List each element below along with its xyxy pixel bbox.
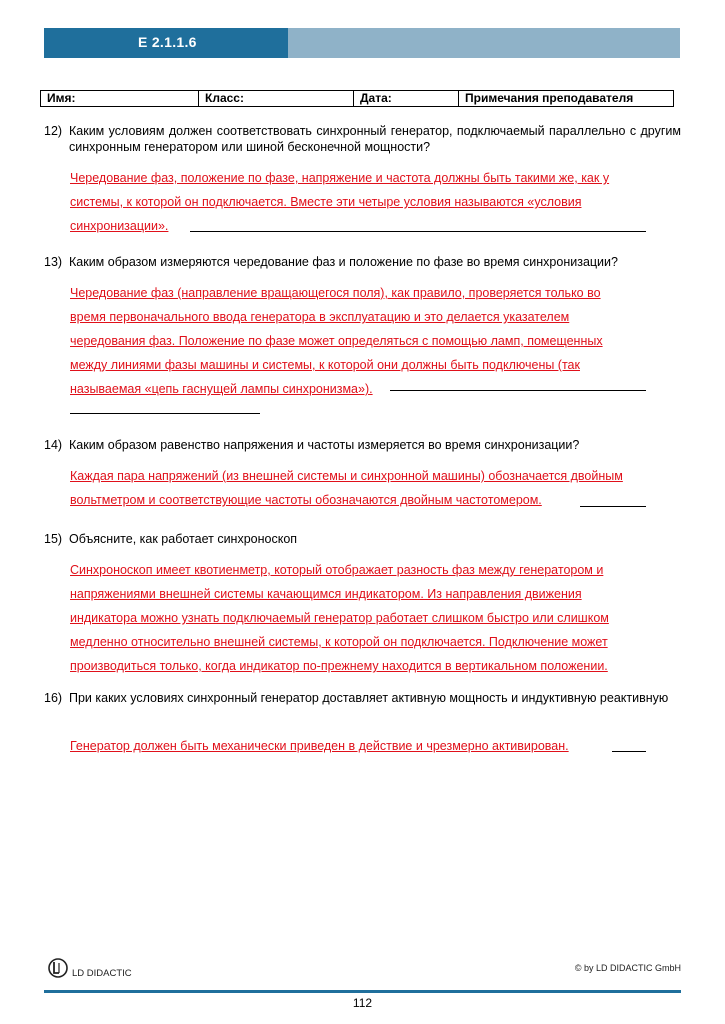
answer-line: Чередование фаз, положение по фазе, напряжение и частота должны быть такими же, как у xyxy=(70,171,610,185)
question-12 xyxy=(44,123,681,155)
question-13 xyxy=(44,254,681,270)
answer-line: время первоначального ввода генератора в эксплуатацию и это делается указателем xyxy=(70,310,570,324)
answer-line: медленно относительно внешней системы, к которой он подключается. Подключение может xyxy=(70,635,608,649)
answer-line: производиться только, когда индикатор по-прежнему находится в вертикальном положении. xyxy=(70,659,608,673)
logo-text: LD DIDACTIC xyxy=(72,968,132,979)
teacher-notes-cell: Примечания преподавателя xyxy=(459,91,674,107)
answer-line: индикатора можно узнать подключаемый генератор работает слишком быстро или слишком xyxy=(70,611,609,625)
question-number: 13) xyxy=(44,255,63,269)
answer-blank-line xyxy=(580,506,646,507)
answer-line: называемая «цепь гаснущей лампы синхронизма»). xyxy=(70,382,373,396)
answer-15 xyxy=(70,558,681,678)
question-number: 16) xyxy=(44,691,63,705)
question-text: При каких условиях синхронный генератор доставляет активную мощность и индуктивную реактивную xyxy=(69,691,669,705)
answer-12 xyxy=(70,166,681,238)
class-cell: Класс: xyxy=(199,91,354,107)
answer-line: Генератор должен быть механически приведен в действие и чрезмерно активирован. xyxy=(70,739,569,753)
answer-line: чередования фаз. Положение по фазе может определяться с помощью ламп, помещенных xyxy=(70,334,603,348)
answer-13 xyxy=(70,281,681,401)
document-code: E 2.1.1.6 xyxy=(138,34,197,50)
answer-blank-line xyxy=(612,751,646,752)
student-info-table xyxy=(40,90,674,107)
answer-line: Каждая пара напряжений (из внешней системы и синхронной машины) обозначается двойным xyxy=(70,469,623,483)
answer-blank-line xyxy=(70,413,260,414)
question-number: 14) xyxy=(44,438,63,452)
copyright-text: © by LD DIDACTIC GmbH xyxy=(574,963,681,973)
answer-16 xyxy=(70,734,681,758)
page-number: 112 xyxy=(352,996,373,1010)
question-text: Каким условиям должен соответствовать синхронный генератор, подключаемый параллельно с другим синхронным генератором или шиной бесконечной мощности? xyxy=(69,124,681,154)
name-cell: Имя: xyxy=(41,91,199,107)
question-text: Каким образом равенство напряжения и частоты измеряется во время синхронизации? xyxy=(69,438,580,452)
question-14 xyxy=(44,437,681,453)
question-16 xyxy=(44,690,681,706)
date-cell: Дата: xyxy=(354,91,459,107)
question-number: 15) xyxy=(44,532,63,546)
header-bar-light xyxy=(288,28,680,58)
question-15 xyxy=(44,531,681,547)
answer-line: Синхроноскоп имеет квотиенметр, который отображает разность фаз между генератором и xyxy=(70,563,604,577)
answer-line: напряжениями внешней системы качающимся индикатором. Из направления движения xyxy=(70,587,582,601)
answer-blank-line xyxy=(390,390,646,391)
answer-line: системы, к которой он подключается. Вместе эти четыре условия называются «условия xyxy=(70,195,582,209)
question-text: Объясните, как работает синхроноскоп xyxy=(69,532,298,546)
question-number: 12) xyxy=(44,124,63,138)
footer-bar xyxy=(44,990,681,993)
answer-blank-line xyxy=(190,231,646,232)
answer-line: вольтметром и соответствующие частоты обозначаются двойным частотомером. xyxy=(70,493,542,507)
answer-14 xyxy=(70,464,681,512)
answer-line: Чередование фаз (направление вращающегося поля), как правило, проверяется только во xyxy=(70,286,601,300)
answer-line: синхронизации». xyxy=(70,219,169,233)
answer-line: между линиями фазы машины и системы, к которой они должны быть подключены (так xyxy=(70,358,580,372)
question-text: Каким образом измеряются чередование фаз и положение по фазе во время синхронизации? xyxy=(69,255,618,269)
